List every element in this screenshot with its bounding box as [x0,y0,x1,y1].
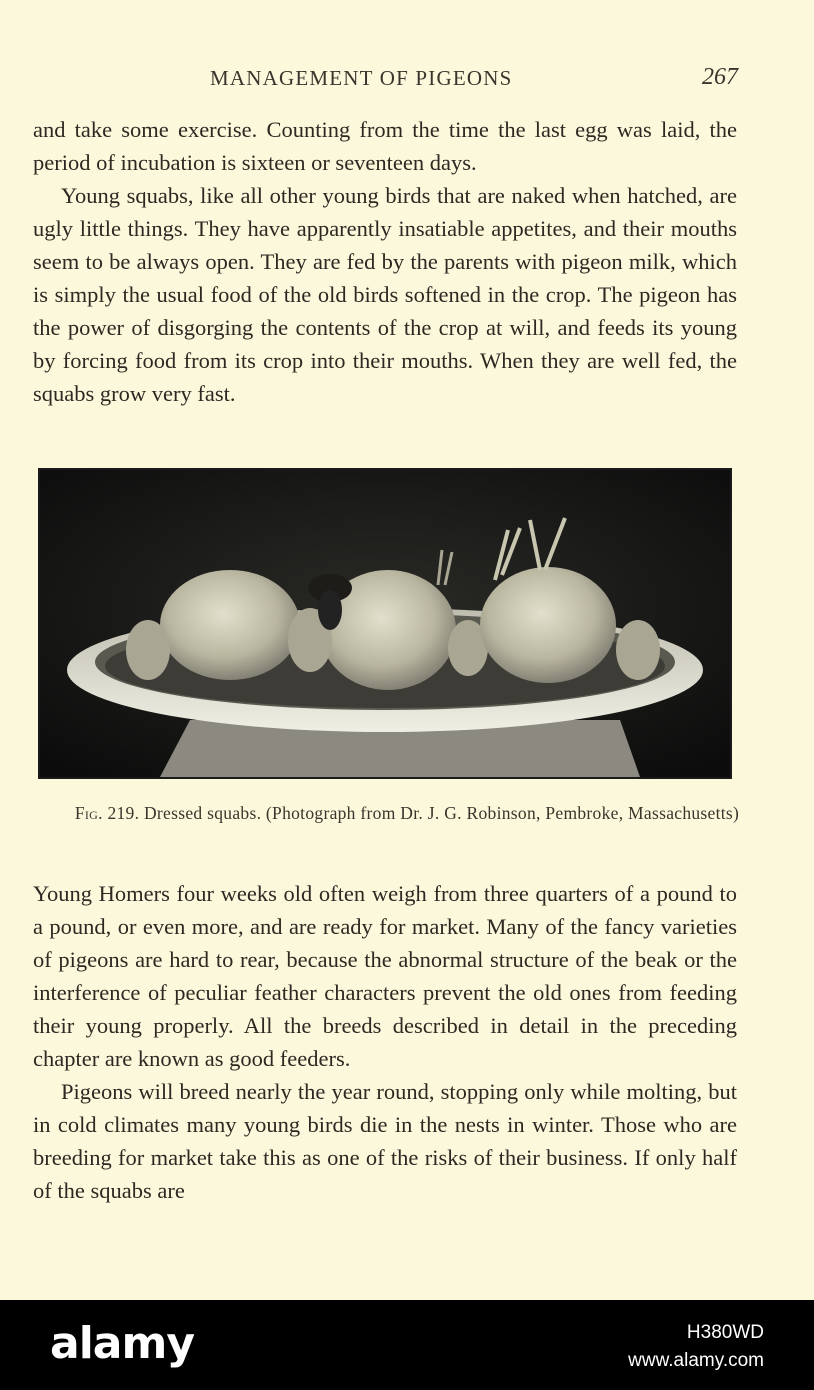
paragraph-breeding: Pigeons will breed nearly the year round, stopping only while molting, but in cold climates many young birds die in the nests in winter. Those who are breeding for market take this as one of the risks of their business. If only half of the squabs are [33,1079,737,1203]
paragraph-continued: and take some exercise. Counting from the time the last egg was laid, the period of incubation is sixteen or seventeen days. [33,117,737,175]
figure-label: Fig. 219. [74,803,140,823]
page-number: 267 [702,64,738,90]
figure-caption [60,800,754,826]
image-id: H380WD [686,1322,764,1343]
page-header [34,66,738,96]
alamy-logo: alamy [50,1318,194,1369]
watermark-footer [0,1300,814,1390]
paragraph-young-homers: Young Homers four weeks old often weigh from three quarters of a pound to a pound, or even more, and are ready for market. Many of the fancy varieties of pigeons are hard to rear, because the abnormal structure of the beak or the interference of peculiar feather characters prevent the old ones from feeding their young properly. All the breeds described in detail in the preceding chapter are known as good feeders. [33,881,737,1071]
dressed-squabs-photo [40,470,730,777]
body-text-bottom [33,877,737,1207]
figure-photograph [38,468,732,779]
paragraph-young-squabs: Young squabs, like all other young birds that are naked when hatched, are ugly little things. They have apparently insatiable appetites, and their mouths seem to be always open. They are fed by the parents with pigeon milk, which is simply the usual food of the old birds softened in the crop. The pigeon has the power of disgorging the contents of the crop at will, and feeds its young by forcing food from its crop into their mouths. When they are well fed, the squabs grow very fast. [33,183,737,406]
body-text-top [33,113,737,410]
site-url: www.alamy.com [628,1350,764,1371]
running-title: MANAGEMENT OF PIGEONS [210,66,513,90]
figure-caption-text: Dressed squabs. (Photograph from Dr. J. G. Robinson, Pembroke, Massachusetts) [143,803,740,823]
